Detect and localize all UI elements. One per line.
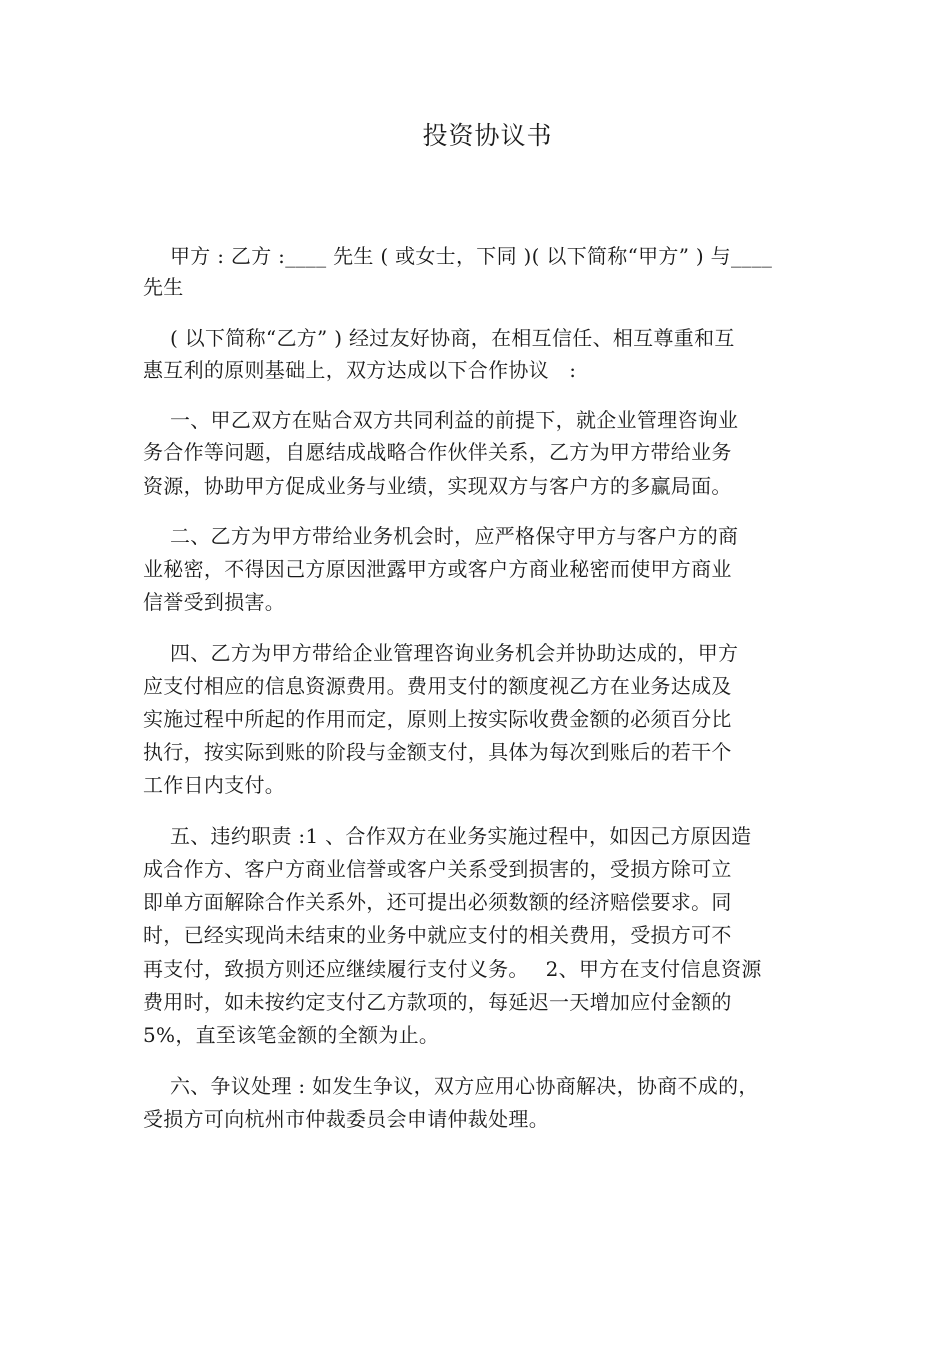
paragraph-line: 一、甲乙双方在贴合双方共同利益的前提下，就企业管理咨询业: [143, 408, 739, 432]
paragraph-line: 业秘密，不得因己方原因泄露甲方或客户方商业秘密而使甲方商业: [143, 557, 732, 581]
paragraph-line: 甲方 : 乙方 :____ 先生 ( 或女士，下同 )( 以下简称“甲方” ) 与____: [143, 244, 773, 268]
paragraph-line: 执行，按实际到账的阶段与金额支付，具体为每次到账后的若干个: [143, 740, 732, 764]
paragraph-line: 二、乙方为甲方带给业务机会时，应严格保守甲方与客户方的商: [143, 524, 739, 548]
paragraph-line: 受损方可向杭州市仲裁委员会申请仲裁处理。: [143, 1107, 549, 1131]
paragraph-line: 先生: [143, 275, 184, 299]
paragraph-line: 时，已经实现尚未结束的业务中就应支付的相关费用，受损方可不: [143, 923, 732, 947]
paragraph-line: 四、乙方为甲方带给企业管理咨询业务机会并协助达成的，甲方: [143, 641, 739, 665]
paragraph-line: 信誉受到损害。: [143, 590, 286, 614]
paragraph-line: 务合作等问题，自愿结成战略合作伙伴关系，乙方为甲方带给业务: [143, 440, 732, 464]
paragraph-line: 惠互利的原则基础上，双方达成以下合作协议 :: [143, 358, 577, 382]
paragraph-line: 实施过程中所起的作用而定，原则上按实际收费金额的必须百分比: [143, 707, 732, 731]
paragraph-line: 即单方面解除合作关系外，还可提出必须数额的经济赔偿要求。同: [143, 890, 732, 914]
paragraph-line: 六、争议处理 : 如发生争议，双方应用心协商解决，协商不成的，: [143, 1074, 759, 1098]
paragraph-line: 费用时，如未按约定支付乙方款项的，每延迟一天增加应付金额的: [143, 990, 732, 1014]
paragraph-line: 5%，直至该笔金额的全额为止。: [143, 1023, 440, 1047]
document-title: 投资协议书: [422, 121, 553, 150]
paragraph-line: ( 以下简称“乙方” ) 经过友好协商，在相互信任、相互尊重和互: [143, 326, 735, 350]
paragraph-line: 工作日内支付。: [143, 773, 286, 797]
paragraph-line: 五、违约职责 :1 、合作双方在业务实施过程中，如因己方原因造: [143, 824, 752, 848]
paragraph-line: 资源，协助甲方促成业务与业绩，实现双方与客户方的多赢局面。: [143, 474, 732, 498]
paragraph-line: 再支付，致损方则还应继续履行支付义务。 2、甲方在支付信息资源: [143, 957, 762, 981]
paragraph-line: 成合作方、客户方商业信誉或客户关系受到损害的，受损方除可立: [143, 857, 732, 881]
paragraph-line: 应支付相应的信息资源费用。费用支付的额度视乙方在业务达成及: [143, 674, 732, 698]
